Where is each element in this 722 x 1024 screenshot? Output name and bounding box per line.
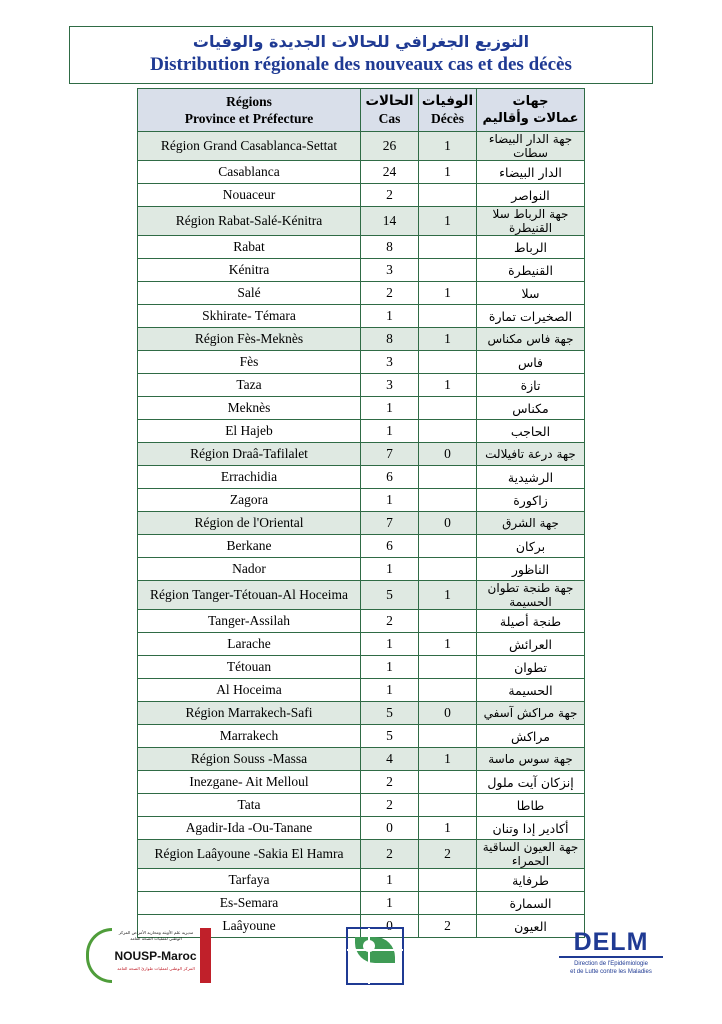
province-row — [138, 466, 585, 489]
cell-cases: 8 — [361, 236, 419, 259]
cell-name-arabic: مكناس — [477, 397, 585, 420]
cell-deaths: 0 — [419, 512, 477, 535]
cell-name-french: Région Grand Casablanca-Settat — [138, 132, 361, 161]
cell-name-arabic: سلا — [477, 282, 585, 305]
cell-deaths: 1 — [419, 581, 477, 610]
cell-name-french: Agadir-Ida -Ou-Tanane — [138, 817, 361, 840]
cell-name-arabic: جهة الرباط سلا القنيطرة — [477, 207, 585, 236]
region-row — [138, 702, 585, 725]
cell-cases: 2 — [361, 794, 419, 817]
cell-deaths: 1 — [419, 374, 477, 397]
cell-name-french: Région de l'Oriental — [138, 512, 361, 535]
cell-deaths: 1 — [419, 748, 477, 771]
cell-name-arabic: فاس — [477, 351, 585, 374]
cell-name-arabic: طرفاية — [477, 869, 585, 892]
cell-name-arabic: طاطا — [477, 794, 585, 817]
cell-deaths — [419, 771, 477, 794]
cell-cases: 7 — [361, 512, 419, 535]
cell-name-french: Marrakech — [138, 725, 361, 748]
cell-name-french: Région Fès-Meknès — [138, 328, 361, 351]
cell-name-arabic: طنجة أصيلة — [477, 610, 585, 633]
cell-name-arabic: جهة مراكش آسفي — [477, 702, 585, 725]
province-row — [138, 794, 585, 817]
header-arabic-line2: عمالات وأقاليم — [482, 111, 579, 126]
nousp-maroc-logo — [86, 928, 211, 983]
cell-name-french: Région Tanger-Tétouan-Al Hoceima — [138, 581, 361, 610]
cell-deaths — [419, 351, 477, 374]
header-cas-arabic: الحالات — [365, 93, 414, 109]
region-row — [138, 512, 585, 535]
cell-cases: 1 — [361, 489, 419, 512]
cell-name-french: El Hajeb — [138, 420, 361, 443]
cell-deaths: 1 — [419, 282, 477, 305]
header-cas — [361, 89, 419, 132]
province-row — [138, 679, 585, 702]
cell-name-french: Taza — [138, 374, 361, 397]
region-row — [138, 443, 585, 466]
cell-deaths — [419, 725, 477, 748]
cell-name-arabic: الحسيمة — [477, 679, 585, 702]
cell-cases: 2 — [361, 840, 419, 869]
province-row — [138, 633, 585, 656]
province-row — [138, 610, 585, 633]
cell-deaths — [419, 259, 477, 282]
cell-name-arabic: بركان — [477, 535, 585, 558]
cell-cases: 1 — [361, 656, 419, 679]
cell-name-arabic: العيون — [477, 915, 585, 938]
cell-deaths: 0 — [419, 443, 477, 466]
province-row — [138, 374, 585, 397]
province-row — [138, 236, 585, 259]
cell-name-arabic: تازة — [477, 374, 585, 397]
cell-cases: 5 — [361, 725, 419, 748]
cell-name-french: Fès — [138, 351, 361, 374]
ministry-health-logo — [346, 927, 404, 985]
cell-deaths: 1 — [419, 633, 477, 656]
cell-cases: 0 — [361, 915, 419, 938]
cell-name-arabic: إنزكان آيت ملول — [477, 771, 585, 794]
cell-deaths: 2 — [419, 915, 477, 938]
cell-cases: 1 — [361, 397, 419, 420]
cell-deaths — [419, 892, 477, 915]
region-row — [138, 840, 585, 869]
cell-cases: 1 — [361, 305, 419, 328]
cell-cases: 4 — [361, 748, 419, 771]
cell-cases: 3 — [361, 259, 419, 282]
cell-name-arabic: جهة العيون الساقية الحمراء — [477, 840, 585, 869]
region-row — [138, 132, 585, 161]
province-row — [138, 161, 585, 184]
cell-name-arabic: الدار البيضاء — [477, 161, 585, 184]
cell-cases: 1 — [361, 633, 419, 656]
header-deces-french: Décès — [431, 111, 464, 126]
cell-cases: 1 — [361, 558, 419, 581]
cell-cases: 3 — [361, 351, 419, 374]
header-arabic-regions — [477, 89, 585, 132]
cell-name-french: Skhirate- Témara — [138, 305, 361, 328]
province-row — [138, 535, 585, 558]
province-row — [138, 817, 585, 840]
cell-name-arabic: جهة فاس مكناس — [477, 328, 585, 351]
cell-name-french: Tanger-Assilah — [138, 610, 361, 633]
province-row — [138, 351, 585, 374]
cell-cases: 7 — [361, 443, 419, 466]
footer-logos — [0, 925, 722, 1000]
province-row — [138, 869, 585, 892]
cell-deaths — [419, 489, 477, 512]
cell-name-french: Casablanca — [138, 161, 361, 184]
header-arabic-line1: جهات — [512, 94, 549, 109]
province-row — [138, 282, 585, 305]
cell-cases: 1 — [361, 420, 419, 443]
cell-deaths — [419, 794, 477, 817]
cell-name-arabic: جهة سوس ماسة — [477, 748, 585, 771]
cell-name-french: Région Marrakech-Safi — [138, 702, 361, 725]
cell-name-french: Région Souss -Massa — [138, 748, 361, 771]
cell-name-french: Larache — [138, 633, 361, 656]
cell-cases: 1 — [361, 892, 419, 915]
cell-name-french: Rabat — [138, 236, 361, 259]
header-deces — [419, 89, 477, 132]
delm-subtitle-line2: et de Lutte contre les Maladies — [570, 969, 652, 975]
cell-name-french: Kénitra — [138, 259, 361, 282]
cell-cases: 24 — [361, 161, 419, 184]
cell-cases: 2 — [361, 771, 419, 794]
cell-name-arabic: أكادير إدا وتنان — [477, 817, 585, 840]
delm-subtitle-line1: Direction de l'Epidémiologie — [574, 961, 648, 967]
header-regions-line1: Régions — [226, 94, 272, 109]
cell-deaths — [419, 184, 477, 207]
cell-cases: 8 — [361, 328, 419, 351]
regional-distribution-table — [137, 88, 584, 938]
delm-logo — [556, 929, 666, 981]
cell-deaths — [419, 679, 477, 702]
cell-deaths — [419, 397, 477, 420]
cell-deaths: 1 — [419, 817, 477, 840]
cell-deaths: 1 — [419, 207, 477, 236]
cell-cases: 1 — [361, 679, 419, 702]
page-title-arabic: التوزيع الجغرافي للحالات الجديدة والوفيات — [192, 32, 530, 51]
cell-cases: 6 — [361, 466, 419, 489]
cell-deaths: 2 — [419, 840, 477, 869]
delm-name: DELM — [573, 928, 649, 956]
cell-name-arabic: زاكورة — [477, 489, 585, 512]
cell-deaths — [419, 656, 477, 679]
cell-name-arabic: جهة درعة تافيلالت — [477, 443, 585, 466]
cell-name-french: Nouaceur — [138, 184, 361, 207]
cell-name-french: Laâyoune — [138, 915, 361, 938]
nousp-arabic-top: مديرية علم الأوبئة ومحاربة الأمراض المركز الوطني لعمليات الصحة العامة — [118, 930, 194, 941]
province-row — [138, 892, 585, 915]
region-row — [138, 328, 585, 351]
cell-name-arabic: الرباط — [477, 236, 585, 259]
cell-name-french: Al Hoceima — [138, 679, 361, 702]
header-cas-french: Cas — [378, 111, 401, 126]
province-row — [138, 420, 585, 443]
cell-name-arabic: القنيطرة — [477, 259, 585, 282]
table-header-row — [138, 89, 585, 132]
cell-name-french: Tarfaya — [138, 869, 361, 892]
cell-name-french: Es-Semara — [138, 892, 361, 915]
cell-name-french: Meknès — [138, 397, 361, 420]
cell-name-french: Tata — [138, 794, 361, 817]
cell-deaths — [419, 535, 477, 558]
cell-name-french: Inezgane- Ait Melloul — [138, 771, 361, 794]
header-regions-line2: Province et Préfecture — [184, 111, 314, 126]
cell-name-french: Errachidia — [138, 466, 361, 489]
cell-cases: 26 — [361, 132, 419, 161]
cell-name-arabic: مراكش — [477, 725, 585, 748]
page-title-french: Distribution régionale des nouveaux cas et des décès — [150, 54, 572, 75]
cell-name-french: Zagora — [138, 489, 361, 512]
cell-name-arabic: العرائش — [477, 633, 585, 656]
cell-deaths: 1 — [419, 328, 477, 351]
cell-name-french: Région Rabat-Salé-Kénitra — [138, 207, 361, 236]
cell-deaths — [419, 610, 477, 633]
cell-name-arabic: الصخيرات تمارة — [477, 305, 585, 328]
delm-divider — [559, 956, 663, 958]
cell-name-arabic: الرشيدية — [477, 466, 585, 489]
cell-deaths — [419, 305, 477, 328]
cell-cases: 1 — [361, 869, 419, 892]
cell-deaths: 1 — [419, 161, 477, 184]
cell-name-arabic: تطوان — [477, 656, 585, 679]
cell-deaths — [419, 420, 477, 443]
province-row — [138, 259, 585, 282]
ministry-frame-gap-vertical — [368, 928, 370, 984]
cell-cases: 3 — [361, 374, 419, 397]
cell-cases: 2 — [361, 184, 419, 207]
region-row — [138, 207, 585, 236]
cell-name-french: Région Laâyoune -Sakia El Hamra — [138, 840, 361, 869]
header-deces-arabic: الوفيات — [421, 93, 474, 109]
cell-deaths — [419, 558, 477, 581]
cell-name-arabic: جهة الدار البيضاء سطات — [477, 132, 585, 161]
province-row — [138, 771, 585, 794]
cell-name-arabic: الناظور — [477, 558, 585, 581]
nousp-name: NOUSP-Maroc — [114, 949, 197, 963]
nousp-arabic-bottom: المركز الوطني لعمليات طوارئ الصحة العامة — [117, 966, 195, 971]
cell-name-french: Salé — [138, 282, 361, 305]
cell-cases: 0 — [361, 817, 419, 840]
title-banner — [69, 26, 653, 84]
cell-deaths: 1 — [419, 132, 477, 161]
province-row — [138, 305, 585, 328]
province-row — [138, 184, 585, 207]
cell-name-french: Région Draâ-Tafilalet — [138, 443, 361, 466]
province-row — [138, 725, 585, 748]
cell-name-arabic: السمارة — [477, 892, 585, 915]
cell-cases: 2 — [361, 610, 419, 633]
province-row — [138, 656, 585, 679]
cell-cases: 14 — [361, 207, 419, 236]
region-row — [138, 581, 585, 610]
cell-name-arabic: النواصر — [477, 184, 585, 207]
cell-deaths — [419, 869, 477, 892]
cell-deaths: 0 — [419, 702, 477, 725]
cell-cases: 5 — [361, 702, 419, 725]
header-regions — [138, 89, 361, 132]
cell-deaths — [419, 236, 477, 259]
province-row — [138, 397, 585, 420]
cell-cases: 5 — [361, 581, 419, 610]
cell-name-french: Nador — [138, 558, 361, 581]
cell-cases: 2 — [361, 282, 419, 305]
cell-name-arabic: جهة الشرق — [477, 512, 585, 535]
province-row — [138, 558, 585, 581]
cell-cases: 6 — [361, 535, 419, 558]
ministry-frame-gap-horizontal — [347, 949, 403, 951]
cell-name-french: Berkane — [138, 535, 361, 558]
table-body — [138, 132, 585, 938]
province-row — [138, 489, 585, 512]
region-row — [138, 748, 585, 771]
cell-name-french: Tétouan — [138, 656, 361, 679]
cell-name-arabic: الحاجب — [477, 420, 585, 443]
cell-deaths — [419, 466, 477, 489]
cell-name-arabic: جهة طنجة تطوان الحسيمة — [477, 581, 585, 610]
